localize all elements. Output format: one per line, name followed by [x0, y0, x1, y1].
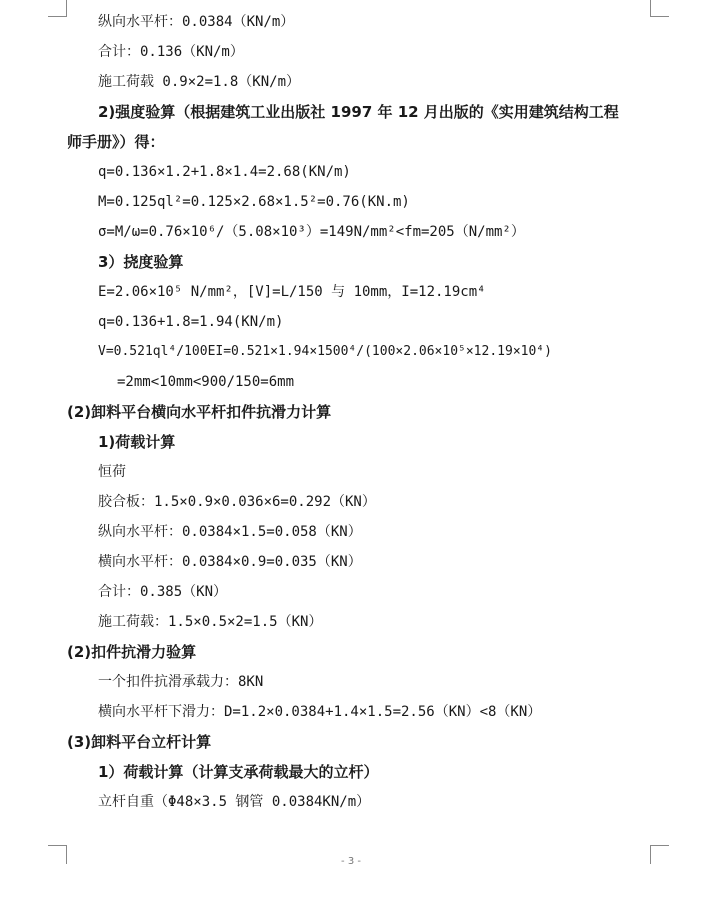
doc-line: 横向水平杆：0.0384×0.9=0.035（KN） [98, 554, 362, 570]
doc-line: 立杆自重（Φ48×3.5 钢管 0.0384KN/m） [98, 794, 371, 810]
formula-line: =2mm<10mm<900/150=6mm [117, 374, 295, 390]
doc-line: 合计：0.136（KN/m） [98, 44, 244, 60]
doc-line: 施工荷载 0.9×2=1.8（KN/m） [98, 74, 301, 90]
crop-mark-top-left [48, 0, 67, 17]
section-heading: 1)荷载计算 [98, 433, 176, 451]
doc-line: 一个扣件抗滑承载力：8KN [98, 674, 264, 690]
section-heading: 2)强度验算（根据建筑工业出版社 1997 年 12 月出版的《实用建筑结构工程 [98, 103, 619, 121]
formula-line: M=0.125ql²=0.125×2.68×1.5²=0.76(KN.m) [98, 194, 410, 210]
formula-line: q=0.136+1.8=1.94(KN/m) [98, 314, 284, 330]
doc-line: 胶合板：1.5×0.9×0.036×6=0.292（KN） [98, 494, 376, 510]
doc-line: 合计：0.385（KN） [98, 584, 228, 600]
doc-line: 恒荷 [98, 464, 126, 480]
section-heading: 1）荷载计算（计算支承荷载最大的立杆） [98, 763, 379, 781]
doc-line: 施工荷载：1.5×0.5×2=1.5（KN） [98, 614, 323, 630]
doc-line: 横向水平杆下滑力：D=1.2×0.0384+1.4×1.5=2.56（KN）<8（KN） [98, 704, 542, 720]
doc-line: 纵向水平杆：0.0384（KN/m） [98, 14, 295, 30]
formula-line: q=0.136×1.2+1.8×1.4=2.68(KN/m) [98, 164, 351, 180]
section-heading: (3)卸料平台立杆计算 [67, 733, 212, 751]
section-heading: 3）挠度验算 [98, 253, 184, 271]
section-heading: (2)卸料平台横向水平杆扣件抗滑力计算 [67, 403, 332, 421]
crop-mark-top-right [650, 0, 669, 17]
formula-line: σ=M/ω=0.76×10⁶/（5.08×10³）=149N/mm²<fm=205（N/mm²） [98, 224, 525, 240]
section-heading: 师手册》）得： [67, 133, 165, 151]
doc-line: 纵向水平杆：0.0384×1.5=0.058（KN） [98, 524, 362, 540]
formula-line: E=2.06×10⁵ N/mm²，[V]=L/150 与 10mm，I=12.19cm⁴ [98, 284, 486, 300]
page-number: - 3 - [341, 856, 361, 867]
section-heading: (2)扣件抗滑力验算 [67, 643, 197, 661]
formula-line: V=0.521ql⁴/100EI=0.521×1.94×1500⁴/(100×2.06×10⁵×12.19×10⁴) [98, 344, 552, 359]
